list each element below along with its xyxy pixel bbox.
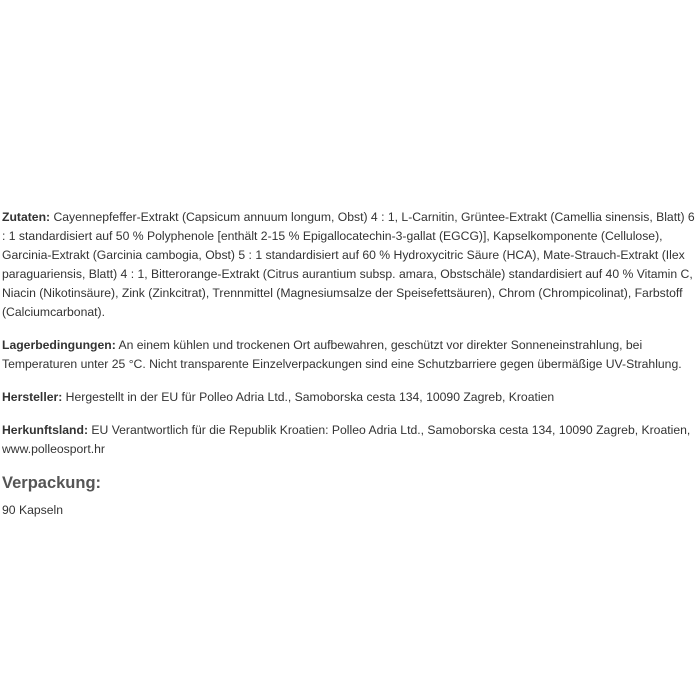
ingredients-label: Zutaten: [2,210,51,224]
storage-label: Lagerbedingungen: [2,338,116,352]
packaging-heading: Verpackung: [2,474,102,492]
storage-text: An einem kühlen und trockenen Ort aufbewahren, geschützt vor direkter Sonneneinstrahlung, bei Temperaturen unter 25 °C. Nicht transparente Einzelverpackungen sind eine Schutzbarriere gegen übermäßige UV-Strahlung. [2,338,682,371]
origin-text: EU Verantwortlich für die Republik Kroatien: Polleo Adria Ltd., Samoborska cesta 134, 10090 Zagreb, Kroatien, www.polleosport.hr [2,423,691,456]
manufacturer-label: Hersteller: [2,390,63,404]
ingredients-paragraph [2,208,696,322]
manufacturer-text: Hergestellt in der EU für Polleo Adria Ltd., Samoborska cesta 134, 10090 Zagreb, Kroatien [62,390,555,404]
product-info [2,208,696,534]
origin-label: Herkunftsland: [2,423,88,437]
storage-paragraph [2,336,696,374]
packaging-value: 90 Kapseln [2,503,63,517]
ingredients-text: Cayennepfeffer-Extrakt (Capsicum annuum longum, Obst) 4 : 1, L-Carnitin, Grüntee-Extrakt (Camellia sinensis, Blatt) 6 : 1 standardisiert auf 50 % Polyphenole [enthält 2-15 % Epigallocatechin-3-gallat (EGCG)], Kapselkomponente (Cellulose), Garcinia-Extrakt (Garcinia cambogia, Obst) 5 : 1 standardisiert auf 60 % Hydroxycitric Säure (HCA), Mate-Strauch-Extrakt (Ilex paraguariensis, Blatt) 4 : 1, Bitterorange-Extrakt (Citrus aurantium subsp. amara, Obstschäle) standardisiert auf 40 % Vitamin C, Niacin (Nikotinsäure), Zink (Zinkcitrat), Trennmittel (Magnesiumsalze der Speisefettsäuren), Chrom (Chrompicolinat), Farbstoff (Calciumcarbonat). [2,210,695,319]
manufacturer-paragraph [2,388,696,407]
origin-paragraph [2,421,696,459]
